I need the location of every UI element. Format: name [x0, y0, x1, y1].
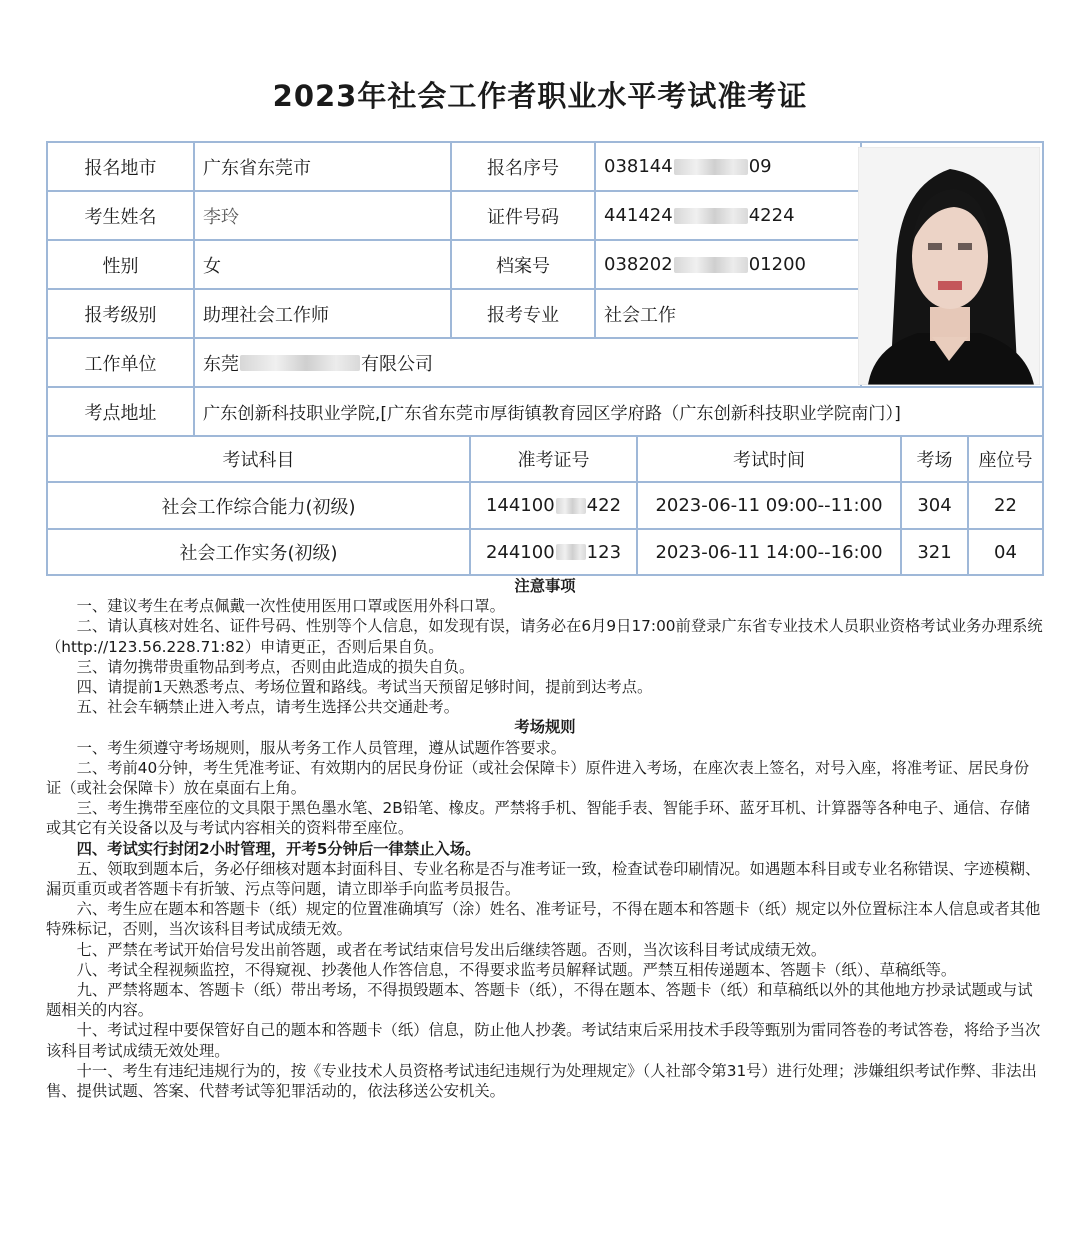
id-value: 441424 4224	[604, 205, 795, 226]
redacted-block	[556, 498, 586, 514]
header-time: 考试时间	[733, 450, 805, 471]
name-value: 李玲	[203, 206, 239, 228]
exam-row-1-ticket: 144100 422	[485, 495, 622, 516]
exam-row-1-subject: 社会工作综合能力(初级)	[161, 496, 356, 518]
rule-item: 三、考生携带至座位的文具限于黑色墨水笔、2B铅笔、橡皮。严禁将手机、智能手表、智能手环、蓝牙耳机、计算器等各种电子、通信、存储或其它有关设备以及与考试内容相关的资料带至座位。	[46, 799, 1030, 838]
rule-item: 六、考生应在题本和答题卡（纸）规定的位置准确填写（涂）姓名、准考证号，不得在题本和答题卡（纸）规定以外位置标注本人信息或者其他特殊标记，否则，当次该科目考试成绩无效。	[46, 900, 1041, 939]
rule-item: 十、考试过程中要保管好自己的题本和答题卡（纸）信息，防止他人抄袭。考试结束后采用技术手段等甄别为雷同答卷的考试答卷，将给予当次该科目考试成绩无效处理。	[46, 1021, 1041, 1060]
redacted-block	[556, 544, 586, 560]
employer-label: 工作单位	[84, 353, 157, 375]
rule-item: 七、严禁在考试开始信号发出前答题，或者在考试结束信号发出后继续答题。否则，当次该科目考试成绩无效。	[76, 940, 827, 959]
header-seat: 座位号	[978, 450, 1033, 471]
header-room: 考场	[916, 450, 953, 471]
reg-no-value: 038144 09	[604, 156, 772, 177]
notice-item: 三、请勿携带贵重物品到考点，否则由此造成的损失自负。	[76, 657, 475, 676]
notice-title: 注意事项	[514, 577, 576, 595]
redacted-block	[674, 257, 748, 273]
exam-row-2-time: 2023-06-11 14:00--16:00	[655, 541, 883, 563]
reg-no-label: 报名序号	[487, 157, 559, 179]
header-ticket: 准考证号	[517, 450, 590, 471]
rule-item: 九、严禁将题本、答题卡（纸）带出考场，不得损毁题本、答题卡（纸），不得在题本、答题卡（纸）和草稿纸以外的其他地方抄录试题或与试题相关的内容。	[46, 981, 1033, 1020]
notice-item: 五、社会车辆禁止进入考点，请考生选择公共交通赴考。	[76, 698, 460, 717]
reg-city-label: 报名地市	[84, 157, 157, 179]
redacted-block	[674, 208, 748, 224]
rule-item: 十一、考生有违纪违规行为的，按《专业技术人员资格考试违纪违规行为处理规定》（人社部令第31号）进行处理；涉嫌组织考试作弊、非法出售、提供试题、答案、代替考试等犯罪活动的，依法移送公安机关。	[46, 1061, 1037, 1101]
gender-value: 女	[203, 255, 221, 277]
rule-item: 八、考试全程视频监控，不得窥视、抄袭他人作答信息，不得要求监考员解释试题。严禁互相传递题本、答题卡（纸）、草稿纸等。	[76, 960, 957, 979]
file-no-label: 档案号	[496, 255, 550, 277]
level-label: 报考级别	[84, 304, 157, 326]
notes-section	[46, 576, 1044, 1101]
page-title: 2023年社会工作者职业水平考试准考证	[272, 79, 808, 113]
rule-item-bold: 四、考试实行封闭2小时管理，开考5分钟后一律禁止入场。	[76, 839, 481, 858]
notice-item: 二、请认真核对姓名、证件号码、性别等个人信息，如发现有误，请务必在6月9日17:00前登录广东省专业技术人员职业资格考试业务办理系统（http://123.56.228.71:82）申请更正，否则后果自负。	[46, 617, 1043, 656]
rules-title: 考场规则	[514, 718, 576, 737]
exam-row-1-seat: 22	[994, 495, 1017, 516]
exam-row-2-ticket: 244100 123	[485, 541, 622, 563]
name-label: 考生姓名	[84, 206, 157, 228]
major-value: 社会工作	[604, 304, 676, 326]
file-no-value: 038202 01200	[604, 254, 806, 275]
redacted-block	[674, 159, 748, 175]
gender-label: 性别	[102, 255, 139, 277]
notice-item: 四、请提前1天熟悉考点、考场位置和路线。考试当天预留足够时间，提前到达考点。	[76, 678, 653, 697]
notice-item: 一、建议考生在考点佩戴一次性使用医用口罩或医用外科口罩。	[76, 597, 505, 616]
id-label: 证件号码	[487, 206, 559, 228]
site-value: 广东创新科技职业学院,[广东省东莞市厚街镇教育园区学府路（广东创新科技职业学院南门）]	[203, 404, 901, 424]
employer-value: 东莞 有限公司	[203, 353, 433, 375]
exam-row-1-room: 304	[917, 495, 952, 516]
exam-row-1-time: 2023-06-11 09:00--11:00	[655, 495, 883, 516]
exam-row-2-room: 321	[917, 541, 952, 563]
major-label: 报考专业	[487, 304, 559, 326]
reg-city-value: 广东省东莞市	[203, 157, 311, 179]
rule-item: 五、领取到题本后，务必仔细核对题本封面科目、专业名称是否与准考证一致，检查试卷印刷情况。如遇题本科目或专业名称错误、字迹模糊、漏页重页或者答题卡有折皱、污点等问题，请立即举手向监考员报告。	[46, 859, 1041, 899]
rule-item: 一、考生须遵守考场规则，服从考务工作人员管理，遵从试题作答要求。	[76, 738, 567, 757]
header-subject: 考试科目	[222, 450, 295, 471]
exam-row-2-subject: 社会工作实务(初级)	[179, 543, 338, 564]
candidate-photo	[858, 147, 1040, 385]
redacted-block	[240, 355, 360, 371]
rule-item: 二、考前40分钟，考生凭准考证、有效期内的居民身份证（或社会保障卡）原件进入考场，在座次表上签名，对号入座，将准考证、居民身份证（或社会保障卡）放在桌面右上角。	[46, 758, 1030, 798]
portrait-image	[858, 147, 1040, 385]
site-label: 考点地址	[84, 402, 157, 424]
level-value: 助理社会工作师	[203, 304, 329, 326]
exam-row-2-seat: 04	[994, 541, 1017, 563]
